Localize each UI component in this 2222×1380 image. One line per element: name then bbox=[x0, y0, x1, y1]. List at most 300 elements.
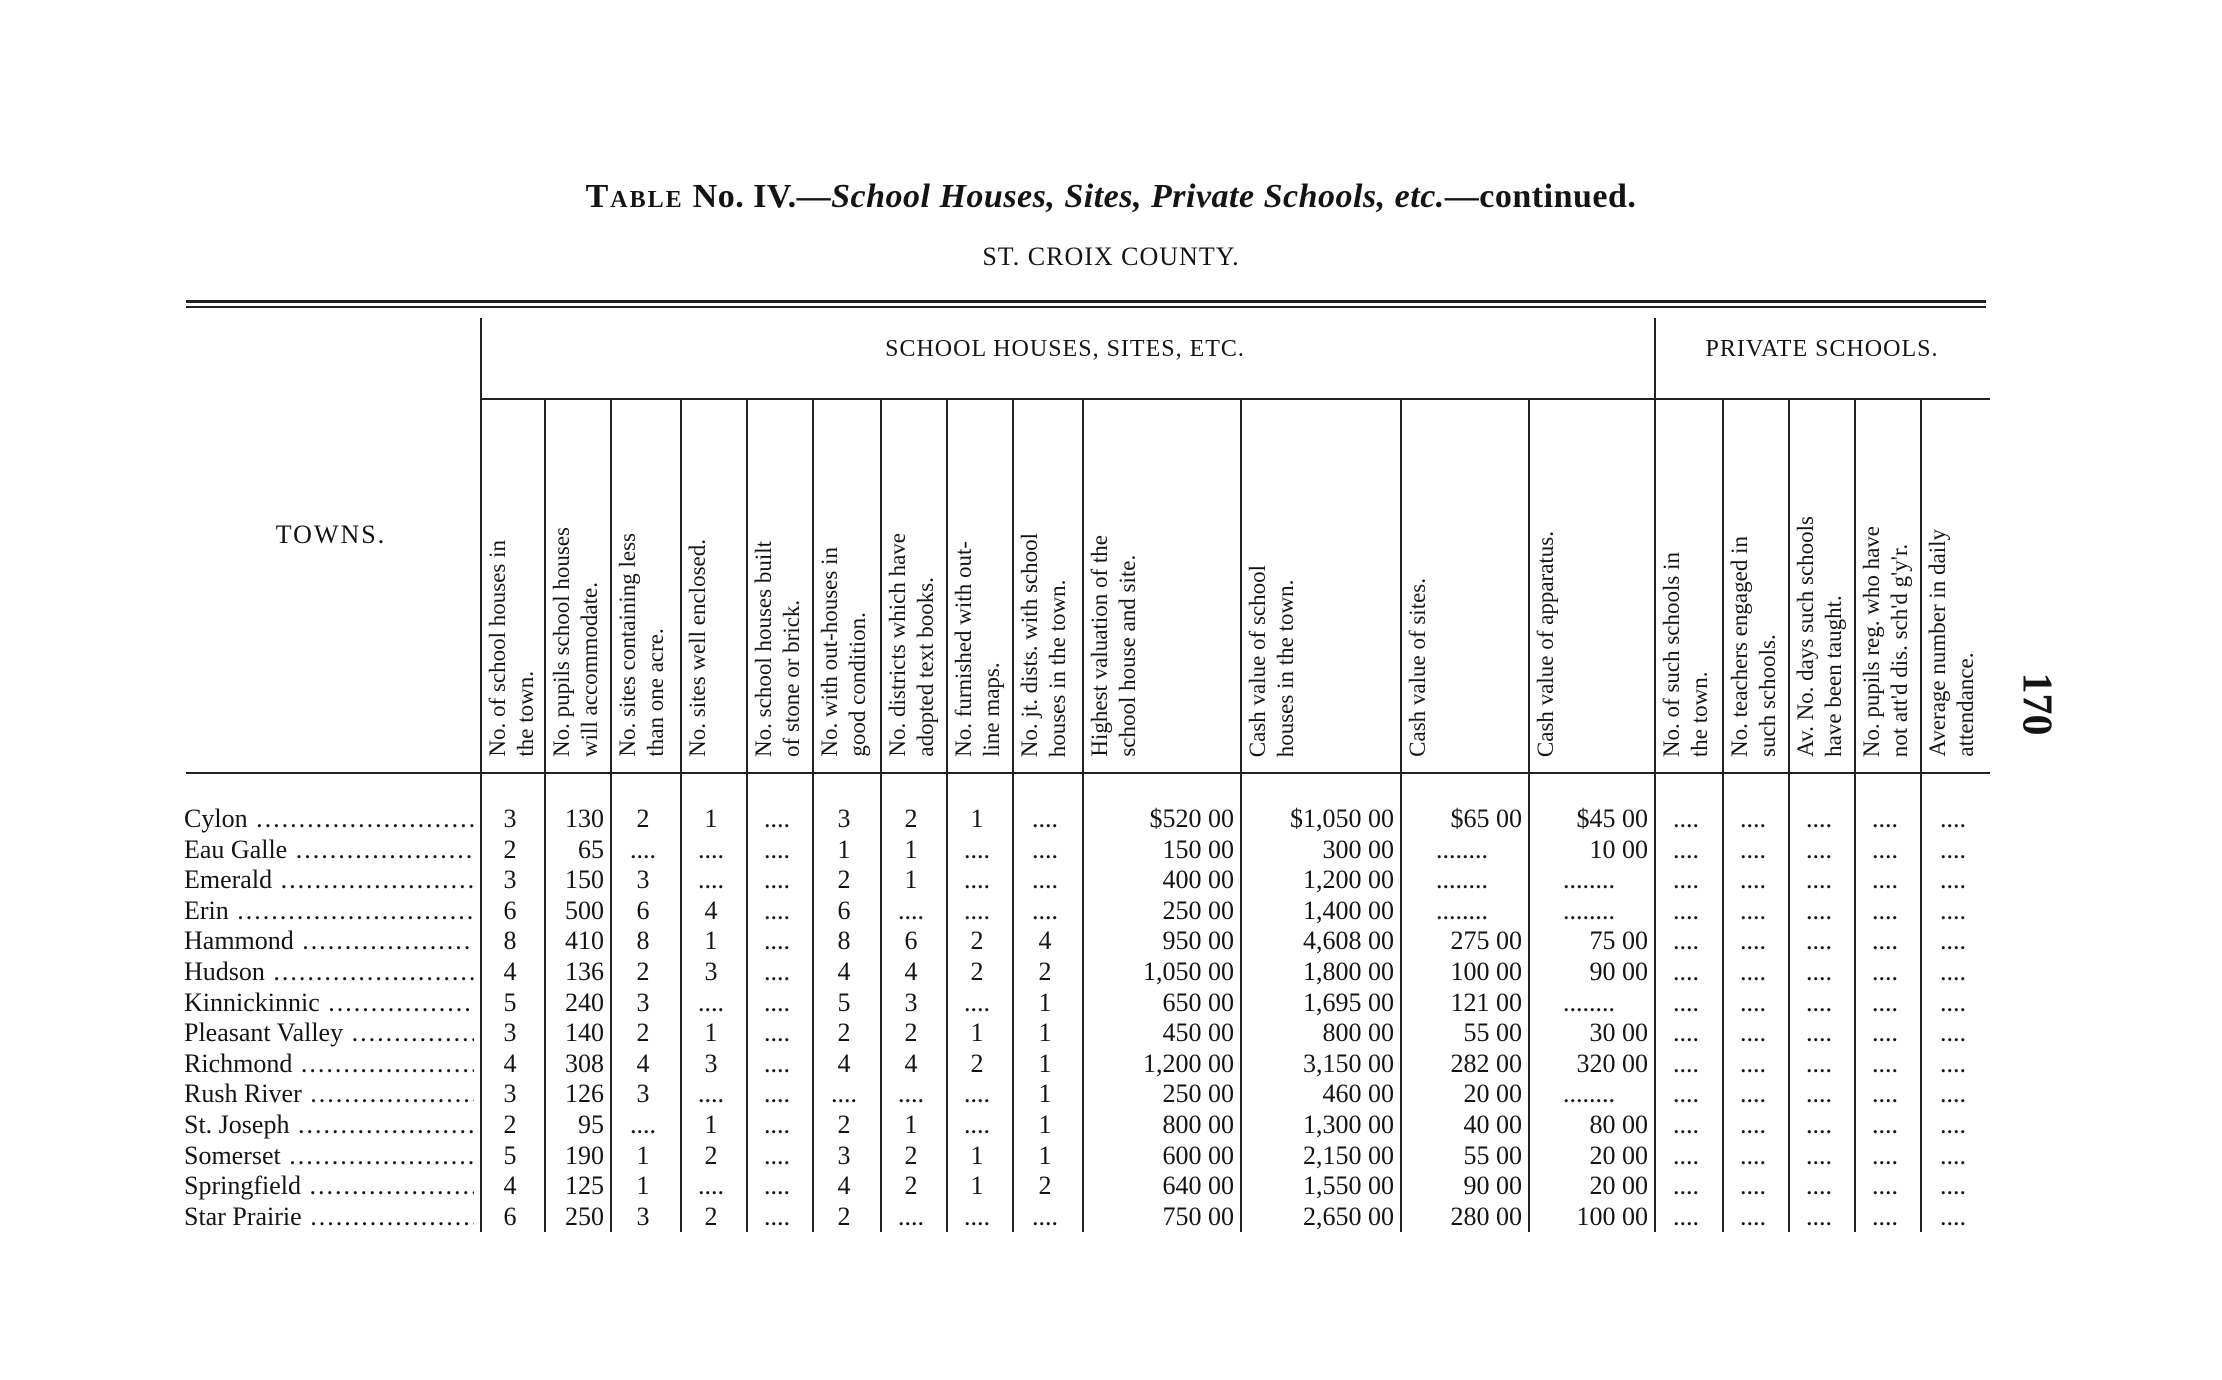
column-header-label: Average number in daily attendance. bbox=[1925, 529, 1978, 757]
table-cell: 4 bbox=[503, 1171, 517, 1201]
column-header-2 bbox=[544, 412, 610, 757]
table-cell: 2 bbox=[904, 1140, 918, 1170]
town-name: St. Joseph ..... bbox=[184, 1110, 474, 1140]
table-cell: 1,800 00 bbox=[1303, 957, 1394, 986]
table-cell: 1 bbox=[1038, 1048, 1052, 1078]
table-cell: .... bbox=[1740, 1140, 1766, 1170]
table-cell: 1 bbox=[970, 1171, 984, 1201]
header-bottom-rule bbox=[186, 772, 1990, 774]
table-cell: 400 00 bbox=[1162, 865, 1234, 895]
table-cell: .... bbox=[1673, 987, 1699, 1017]
table-cell: ........ bbox=[1563, 987, 1615, 1017]
title-prefix: Table bbox=[585, 178, 684, 215]
table-cell: 3 bbox=[636, 1201, 650, 1231]
column-header-8 bbox=[946, 412, 1012, 757]
table-cell: .... bbox=[1740, 1201, 1766, 1231]
table-cell: 308 bbox=[565, 1048, 604, 1078]
town-name: Pleasant Valley ..... bbox=[184, 1018, 474, 1048]
table-cell: 5 bbox=[837, 987, 851, 1017]
table-cell: 2,650 00 bbox=[1303, 1201, 1394, 1231]
table-cell: 2 bbox=[636, 957, 650, 986]
table-cell: 2 bbox=[970, 926, 984, 956]
table-row bbox=[0, 804, 2222, 834]
table-cell: 320 00 bbox=[1576, 1048, 1648, 1078]
table-cell: .... bbox=[1740, 1171, 1766, 1201]
table-cell: .... bbox=[1673, 834, 1699, 864]
table-cell: .... bbox=[1673, 1079, 1699, 1109]
table-cell: 95 bbox=[578, 1110, 604, 1139]
table-cell: 8 bbox=[503, 926, 517, 956]
column-header-5 bbox=[746, 412, 812, 757]
table-cell: .... bbox=[1740, 1018, 1766, 1048]
table-cell: 640 00 bbox=[1162, 1171, 1234, 1201]
table-cell: .... bbox=[1940, 1079, 1966, 1109]
table-cell: 1,300 00 bbox=[1303, 1110, 1394, 1139]
column-header-10 bbox=[1082, 412, 1240, 757]
town-name: Hammond ..... bbox=[184, 926, 474, 956]
table-cell: 1 bbox=[970, 1140, 984, 1170]
table-cell: 6 bbox=[837, 895, 851, 925]
table-title bbox=[0, 178, 2222, 216]
table-cell: .... bbox=[1673, 1201, 1699, 1231]
table-cell: .... bbox=[964, 987, 990, 1017]
group-underline bbox=[480, 398, 1990, 400]
table-cell: 2 bbox=[837, 1018, 851, 1048]
table-cell: .... bbox=[764, 1201, 790, 1231]
table-cell: 6 bbox=[904, 926, 918, 956]
table-cell: 4 bbox=[704, 895, 718, 925]
table-cell: .... bbox=[1806, 1171, 1832, 1201]
table-cell: 3 bbox=[837, 1140, 851, 1170]
table-cell: .... bbox=[1872, 987, 1898, 1017]
table-cell: .... bbox=[1032, 804, 1058, 833]
table-cell: $45 00 bbox=[1576, 804, 1648, 833]
table-cell: 3 bbox=[704, 957, 718, 986]
table-cell: 1 bbox=[1038, 1018, 1052, 1048]
table-cell: 6 bbox=[503, 1201, 517, 1231]
table-cell: .... bbox=[831, 1079, 857, 1109]
table-cell: .... bbox=[1806, 865, 1832, 895]
table-cell: .... bbox=[964, 1110, 990, 1139]
table-cell: 2 bbox=[837, 865, 851, 895]
table-cell: 2 bbox=[904, 1171, 918, 1201]
table-cell: 2 bbox=[1038, 957, 1052, 986]
table-cell: 3 bbox=[704, 1048, 718, 1078]
table-row bbox=[0, 1141, 2222, 1171]
table-cell: .... bbox=[964, 865, 990, 895]
table-cell: .... bbox=[1806, 957, 1832, 986]
table-cell: 4 bbox=[904, 957, 918, 986]
table-cell: 126 bbox=[565, 1079, 604, 1109]
column-header-label: No. districts which have adopted text books. bbox=[885, 533, 938, 757]
table-cell: 3 bbox=[636, 865, 650, 895]
table-cell: 5 bbox=[503, 1140, 517, 1170]
table-cell: .... bbox=[630, 834, 656, 864]
table-cell: .... bbox=[1673, 1048, 1699, 1078]
table-cell: .... bbox=[1940, 957, 1966, 986]
table-cell: 90 00 bbox=[1589, 957, 1648, 986]
column-header-label: No. teachers engaged in such schools. bbox=[1727, 536, 1780, 757]
table-cell: 190 bbox=[565, 1140, 604, 1170]
column-header-label: No. furnished with out- line maps. bbox=[951, 541, 1004, 757]
table-cell: 275 00 bbox=[1450, 926, 1522, 956]
table-cell: .... bbox=[1872, 957, 1898, 986]
page-number: 170 bbox=[2013, 672, 2060, 736]
town-name: Kinnickinnic ..... bbox=[184, 988, 474, 1018]
column-header-11 bbox=[1240, 412, 1400, 757]
column-header-label: No. with out-houses in good condition. bbox=[817, 547, 870, 757]
column-header-label: Cash value of apparatus. bbox=[1533, 530, 1558, 757]
table-cell: 20 00 bbox=[1589, 1140, 1648, 1170]
table-cell: ........ bbox=[1563, 865, 1615, 895]
table-cell: 3,150 00 bbox=[1303, 1048, 1394, 1078]
column-header-3 bbox=[610, 412, 680, 757]
table-cell: .... bbox=[764, 1079, 790, 1109]
column-header-label: No. sites containing less than one acre. bbox=[615, 533, 668, 757]
table-cell: .... bbox=[964, 834, 990, 864]
table-cell: $65 00 bbox=[1450, 804, 1522, 833]
table-cell: 300 00 bbox=[1322, 834, 1394, 864]
title-number: No. IV.— bbox=[692, 178, 832, 215]
table-cell: .... bbox=[1940, 926, 1966, 956]
table-cell: 136 bbox=[565, 957, 604, 986]
table-cell: .... bbox=[1673, 957, 1699, 986]
table-cell: .... bbox=[898, 1201, 924, 1231]
table-cell: 1 bbox=[704, 1018, 718, 1048]
table-cell: .... bbox=[764, 865, 790, 895]
table-cell: 3 bbox=[904, 987, 918, 1017]
table-cell: 55 00 bbox=[1463, 1018, 1522, 1048]
table-cell: .... bbox=[1806, 1140, 1832, 1170]
table-cell: .... bbox=[1872, 1110, 1898, 1139]
table-cell: .... bbox=[1806, 987, 1832, 1017]
table-cell: ........ bbox=[1563, 895, 1615, 925]
table-cell: 2 bbox=[1038, 1171, 1052, 1201]
table-cell: 3 bbox=[503, 804, 517, 833]
table-cell: 1,200 00 bbox=[1143, 1048, 1234, 1078]
table-cell: 80 00 bbox=[1589, 1110, 1648, 1139]
table-cell: 250 00 bbox=[1162, 1079, 1234, 1109]
table-cell: .... bbox=[1806, 1110, 1832, 1139]
table-cell: 4,608 00 bbox=[1303, 926, 1394, 956]
table-cell: 40 00 bbox=[1463, 1110, 1522, 1139]
table-cell: 3 bbox=[503, 865, 517, 895]
table-cell: 1,400 00 bbox=[1303, 895, 1394, 925]
table-cell: 1 bbox=[1038, 1110, 1052, 1139]
top-rule bbox=[186, 300, 1986, 303]
table-cell: .... bbox=[1032, 1201, 1058, 1231]
table-cell: .... bbox=[630, 1110, 656, 1139]
table-cell: .... bbox=[1740, 1048, 1766, 1078]
table-cell: .... bbox=[764, 1018, 790, 1048]
table-row bbox=[0, 1202, 2222, 1232]
table-cell: .... bbox=[1740, 987, 1766, 1017]
column-header-9 bbox=[1012, 412, 1082, 757]
table-cell: .... bbox=[1806, 895, 1832, 925]
table-cell: 750 00 bbox=[1162, 1201, 1234, 1231]
table-cell: 3 bbox=[837, 804, 851, 833]
table-cell: .... bbox=[1673, 1110, 1699, 1139]
column-header-12 bbox=[1400, 412, 1528, 757]
table-cell: .... bbox=[1740, 865, 1766, 895]
table-cell: .... bbox=[698, 1079, 724, 1109]
table-cell: 1 bbox=[837, 834, 851, 864]
table-cell: 4 bbox=[837, 957, 851, 986]
table-cell: ........ bbox=[1436, 865, 1488, 895]
table-cell: .... bbox=[1032, 895, 1058, 925]
column-header-label: No. of school houses in the town. bbox=[485, 540, 538, 757]
table-cell: 460 00 bbox=[1322, 1079, 1394, 1109]
table-cell: 600 00 bbox=[1162, 1140, 1234, 1170]
town-name: Eau Galle ..... bbox=[184, 835, 474, 865]
table-cell: 2 bbox=[704, 1201, 718, 1231]
table-cell: 140 bbox=[565, 1018, 604, 1048]
column-header-label: No. sites well enclosed. bbox=[685, 539, 710, 757]
table-cell: .... bbox=[1872, 1201, 1898, 1231]
table-cell: .... bbox=[1806, 1079, 1832, 1109]
table-cell: 1 bbox=[704, 804, 718, 833]
table-cell: 250 bbox=[565, 1201, 604, 1231]
group-header-private-schools: PRIVATE SCHOOLS. bbox=[1705, 336, 1939, 362]
table-cell: .... bbox=[764, 1140, 790, 1170]
table-cell: .... bbox=[898, 895, 924, 925]
table-cell: .... bbox=[1032, 865, 1058, 895]
table-cell: 100 00 bbox=[1450, 957, 1522, 986]
column-header-label: No. pupils reg. who have not att'd dis. sch'd g'y'r. bbox=[1859, 525, 1912, 757]
county-subtitle: ST. CROIX COUNTY. bbox=[982, 242, 1240, 271]
table-cell: 1,050 00 bbox=[1143, 957, 1234, 986]
table-cell: .... bbox=[1740, 804, 1766, 833]
town-name: Springfield ..... bbox=[184, 1171, 474, 1201]
column-header-label: Cash value of sites. bbox=[1405, 578, 1430, 757]
table-cell: .... bbox=[1940, 834, 1966, 864]
table-cell: 2 bbox=[904, 804, 918, 833]
table-cell: .... bbox=[1872, 865, 1898, 895]
table-cell: 950 00 bbox=[1162, 926, 1234, 956]
table-cell: 3 bbox=[503, 1079, 517, 1109]
title-suffix: —continued. bbox=[1444, 178, 1637, 215]
table-cell: .... bbox=[964, 1201, 990, 1231]
table-cell: 150 00 bbox=[1162, 834, 1234, 864]
town-name: Emerald ..... bbox=[184, 865, 474, 895]
column-header-14 bbox=[1654, 412, 1722, 757]
table-cell: .... bbox=[1940, 895, 1966, 925]
table-cell: 6 bbox=[503, 895, 517, 925]
town-name: Hudson ..... bbox=[184, 957, 474, 987]
table-cell: 1 bbox=[970, 804, 984, 833]
table-cell: .... bbox=[1806, 834, 1832, 864]
table-cell: .... bbox=[1806, 926, 1832, 956]
table-cell: 65 bbox=[578, 834, 604, 864]
table-cell: 4 bbox=[837, 1048, 851, 1078]
table-row bbox=[0, 926, 2222, 956]
table-cell: .... bbox=[698, 1171, 724, 1201]
table-cell: 4 bbox=[837, 1171, 851, 1201]
table-cell: 4 bbox=[904, 1048, 918, 1078]
table-cell: 1 bbox=[636, 1171, 650, 1201]
column-header-13 bbox=[1528, 412, 1654, 757]
table-cell: .... bbox=[698, 834, 724, 864]
table-cell: 2 bbox=[636, 804, 650, 833]
town-name: Cylon ..... bbox=[184, 804, 474, 834]
column-header-label: No. school houses built of stone or brick. bbox=[751, 541, 804, 757]
table-cell: .... bbox=[1940, 1048, 1966, 1078]
table-cell: 1 bbox=[1038, 1140, 1052, 1170]
table-cell: 4 bbox=[503, 1048, 517, 1078]
table-cell: .... bbox=[1740, 1110, 1766, 1139]
table-cell: 2 bbox=[636, 1018, 650, 1048]
table-cell: 1 bbox=[1038, 1079, 1052, 1109]
table-cell: 75 00 bbox=[1589, 926, 1648, 956]
table-cell: 2 bbox=[970, 1048, 984, 1078]
table-cell: 2 bbox=[970, 957, 984, 986]
table-cell: .... bbox=[964, 1079, 990, 1109]
column-header-label: Cash value of school houses in the town. bbox=[1245, 564, 1298, 757]
table-cell: 1,695 00 bbox=[1303, 987, 1394, 1017]
column-header-label: Highest valuation of the school house and site. bbox=[1087, 535, 1140, 757]
table-cell: .... bbox=[1940, 804, 1966, 833]
column-header-4 bbox=[680, 412, 746, 757]
table-cell: 2 bbox=[503, 1110, 517, 1139]
table-cell: .... bbox=[1740, 957, 1766, 986]
table-cell: 1 bbox=[904, 834, 918, 864]
table-cell: 20 00 bbox=[1589, 1171, 1648, 1201]
town-name: Rush River ..... bbox=[184, 1079, 474, 1109]
column-header-17 bbox=[1854, 412, 1920, 757]
table-cell: .... bbox=[1673, 1018, 1699, 1048]
table-cell: ........ bbox=[1563, 1079, 1615, 1109]
column-header-label: No. of such schools in the town. bbox=[1659, 551, 1712, 757]
table-cell: .... bbox=[764, 804, 790, 833]
table-cell: .... bbox=[1673, 895, 1699, 925]
table-row bbox=[0, 896, 2222, 926]
table-cell: .... bbox=[1673, 804, 1699, 833]
table-cell: 90 00 bbox=[1463, 1171, 1522, 1201]
table-cell: 4 bbox=[636, 1048, 650, 1078]
table-cell: .... bbox=[898, 1079, 924, 1109]
table-cell: .... bbox=[1872, 926, 1898, 956]
column-header-6 bbox=[812, 412, 880, 757]
table-cell: .... bbox=[1673, 1171, 1699, 1201]
table-cell: 2 bbox=[704, 1140, 718, 1170]
table-cell: 100 00 bbox=[1576, 1201, 1648, 1231]
table-cell: .... bbox=[1872, 1048, 1898, 1078]
table-cell: .... bbox=[1740, 926, 1766, 956]
table-cell: 1,550 00 bbox=[1303, 1171, 1394, 1201]
table-cell: 30 00 bbox=[1589, 1018, 1648, 1048]
table-cell: .... bbox=[1940, 987, 1966, 1017]
table-cell: 2 bbox=[837, 1201, 851, 1231]
table-cell: .... bbox=[764, 1110, 790, 1139]
table-cell: .... bbox=[1740, 895, 1766, 925]
table-cell: 250 00 bbox=[1162, 895, 1234, 925]
table-cell: 8 bbox=[636, 926, 650, 956]
table-row bbox=[0, 865, 2222, 895]
table-cell: 800 00 bbox=[1322, 1018, 1394, 1048]
column-header-label: No. pupils school houses will accommodate. bbox=[549, 527, 602, 757]
table-cell: 1 bbox=[1038, 987, 1052, 1017]
column-header-label: Av. No. days such schools have been taught. bbox=[1793, 516, 1846, 757]
table-cell: 125 bbox=[565, 1171, 604, 1201]
table-cell: 3 bbox=[636, 987, 650, 1017]
table-cell: 5 bbox=[503, 987, 517, 1017]
table-cell: .... bbox=[1940, 1201, 1966, 1231]
table-cell: 20 00 bbox=[1463, 1079, 1522, 1109]
town-name: Richmond ..... bbox=[184, 1049, 474, 1079]
towns-column-header: TOWNS. bbox=[275, 520, 387, 549]
table-cell: 2 bbox=[837, 1110, 851, 1139]
table-cell: .... bbox=[1740, 834, 1766, 864]
column-header-7 bbox=[880, 412, 946, 757]
table-cell: ........ bbox=[1436, 895, 1488, 925]
table-cell: 1 bbox=[970, 1018, 984, 1048]
table-cell: 800 00 bbox=[1162, 1110, 1234, 1139]
table-cell: 55 00 bbox=[1463, 1140, 1522, 1170]
table-cell: ........ bbox=[1436, 834, 1488, 864]
table-cell: .... bbox=[1872, 834, 1898, 864]
table-cell: 3 bbox=[503, 1018, 517, 1048]
column-header-16 bbox=[1788, 412, 1854, 757]
table-cell: .... bbox=[1872, 1018, 1898, 1048]
table-cell: .... bbox=[1940, 1140, 1966, 1170]
table-cell: .... bbox=[1673, 926, 1699, 956]
table-cell: 2,150 00 bbox=[1303, 1140, 1394, 1170]
table-cell: 4 bbox=[503, 957, 517, 986]
table-cell: 1 bbox=[904, 865, 918, 895]
table-cell: .... bbox=[764, 834, 790, 864]
table-cell: 130 bbox=[565, 804, 604, 833]
column-header-18 bbox=[1920, 412, 1990, 757]
table-cell: 500 bbox=[565, 895, 604, 925]
table-cell: .... bbox=[1872, 804, 1898, 833]
title-italic: School Houses, Sites, Private Schools, etc. bbox=[831, 178, 1445, 215]
table-cell: 2 bbox=[503, 834, 517, 864]
table-cell: .... bbox=[698, 987, 724, 1017]
table-cell: 1 bbox=[704, 926, 718, 956]
table-cell: .... bbox=[1806, 804, 1832, 833]
town-name: Somerset ..... bbox=[184, 1141, 474, 1171]
table-cell: .... bbox=[764, 926, 790, 956]
table-row bbox=[0, 835, 2222, 865]
table-cell: 280 00 bbox=[1450, 1201, 1522, 1231]
column-header-1 bbox=[480, 412, 544, 757]
table-cell: 240 bbox=[565, 987, 604, 1017]
table-cell: 1 bbox=[904, 1110, 918, 1139]
table-cell: 450 00 bbox=[1162, 1018, 1234, 1048]
table-row bbox=[0, 1110, 2222, 1140]
table-cell: 1 bbox=[704, 1110, 718, 1139]
table-cell: 121 00 bbox=[1450, 987, 1522, 1017]
table-cell: 4 bbox=[1038, 926, 1052, 956]
table-cell: .... bbox=[1940, 1110, 1966, 1139]
top-rule-inner bbox=[186, 306, 1986, 308]
table-cell: 150 bbox=[565, 865, 604, 895]
table-cell: 1 bbox=[636, 1140, 650, 1170]
group-header-school-houses: SCHOOL HOUSES, SITES, ETC. bbox=[885, 336, 1245, 362]
table-cell: .... bbox=[764, 1048, 790, 1078]
table-cell: .... bbox=[764, 987, 790, 1017]
table-cell: .... bbox=[1032, 834, 1058, 864]
table-cell: .... bbox=[1940, 865, 1966, 895]
table-cell: .... bbox=[1940, 1171, 1966, 1201]
table-cell: .... bbox=[1872, 895, 1898, 925]
table-row bbox=[0, 1049, 2222, 1079]
table-cell: .... bbox=[964, 895, 990, 925]
table-cell: .... bbox=[1940, 1018, 1966, 1048]
table-cell: 2 bbox=[904, 1018, 918, 1048]
table-cell: .... bbox=[1806, 1018, 1832, 1048]
table-cell: $1,050 00 bbox=[1290, 804, 1394, 833]
